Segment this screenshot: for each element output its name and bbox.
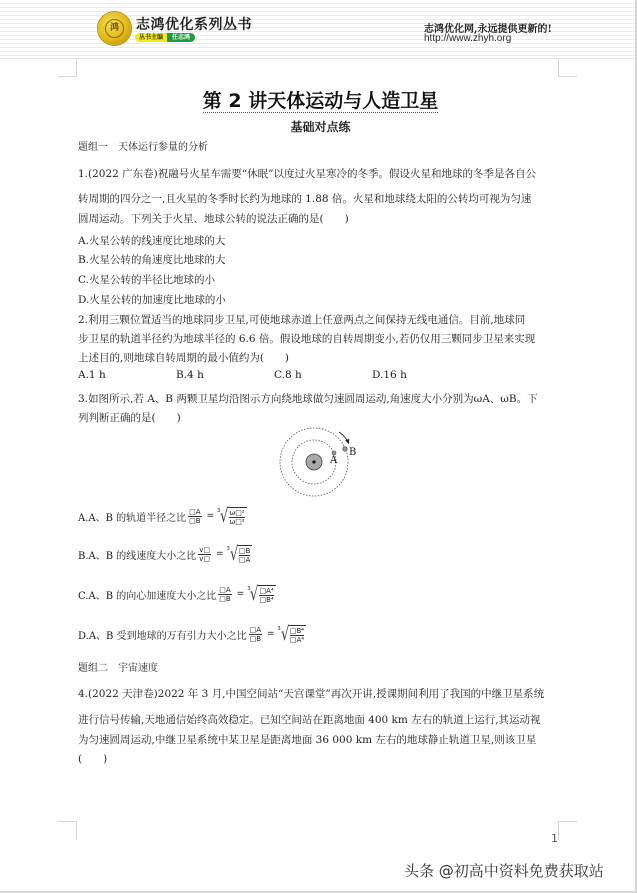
cube-root: 3 √ □B⁴ □A⁴: [277, 623, 305, 645]
lhs-fraction: $\frac{□A}{□B}$: [189, 507, 201, 525]
editor-label: 丛书主编: [135, 33, 167, 42]
document-subtitle: 基础对点练: [290, 120, 351, 134]
q3-line-2: 列判断正确的是( ): [78, 412, 181, 424]
orbit-diagram: [276, 420, 370, 510]
q2-option-b: B.4 h: [176, 369, 204, 381]
q1-option-b: B.火星公转的角速度比地球的大: [78, 254, 226, 266]
crop-mark-bottom-right: [558, 821, 577, 840]
q1-line-3: 圆周运动。下列关于火星、地球公转的说法正确的是( ): [78, 213, 349, 225]
watermark: 头条 @初高中资料免费获取站: [404, 862, 604, 880]
q2-options: [78, 369, 470, 381]
header-slogan: 志鸿优化网,永远提供更新的!: [424, 24, 552, 35]
q3-option-d: D.A、B 受到地球的万有引力大小之比 $\frac{□A}{□B}$ = 3 √ □B⁴ □A⁴: [78, 623, 305, 645]
cube-root: 3 √ ω□² ω□²: [217, 505, 245, 527]
editor-name: 任志鸿: [167, 33, 195, 42]
q4-line-3: 为匀速圆周运动,中继卫星系统中某卫星是距离地面 36 000 km 左右的地球静止轨道卫星,则该卫星: [78, 734, 537, 746]
q1-line-2: 转周期的四分之一,且火星的冬季时长约为地球的 1.88 倍。火星和地球绕太阳的公转均可视为匀速: [78, 193, 532, 205]
crop-mark-top-right: [558, 58, 577, 77]
q2-line-3: 上述目的,则地球自转周期的最小值约为( ): [78, 352, 290, 364]
lhs-fraction: $\frac{□A}{□B}$: [219, 585, 231, 603]
q2-option-a: A.1 h: [78, 369, 106, 381]
crop-mark-bottom-left: [58, 821, 77, 840]
crop-mark-top-left: [58, 58, 77, 77]
satellite-b-label: B: [349, 447, 357, 458]
q4-line-2: 进行信号传输,天地通信始终高效稳定。已知空间站在距离地面 400 km 左右的轨道上运行,其运动视: [78, 714, 541, 726]
group-2-title: 题组二 宇宙速度: [78, 663, 158, 674]
q2-line-1: 2.利用三颗位置适当的地球同步卫星,可使地球赤道上任意两点之间保持无线电通信。目前,地球同: [78, 314, 526, 326]
header-url: http://www.zhyh.org: [424, 33, 512, 44]
q1-line-1: 1.(2022 广东卷)祝融号火星车需要“休眠”以度过火星寒冷的冬季。假设火星和地球的冬季是各自公: [78, 168, 537, 180]
q3-option-b: B.A、B 的线速度大小之比 $\frac{v□}{v□}$ = 3 √ □B □A: [78, 543, 251, 565]
q2-option-d: D.16 h: [372, 369, 407, 381]
page-header: [0, 0, 635, 59]
page-number: 1: [551, 832, 558, 845]
cube-root: 3 √ □A⁴ □B⁴: [247, 583, 274, 605]
q4-line-1: 4.(2022 天津卷)2022 年 3 月,中国空间站“天宫课堂”再次开讲,授课期间利用了我国的中继卫星系统: [78, 688, 545, 700]
q1-option-a: A.火星公转的线速度比地球的大: [78, 235, 226, 247]
lhs-fraction: $\frac{□A}{□B}$: [249, 625, 261, 643]
group-1-title: 题组一 天体运行参量的分析: [78, 142, 208, 153]
q3-option-a: A.A、B 的轨道半径之比 $\frac{□A}{□B}$ = 3 √ ω□² ω□²: [78, 505, 245, 527]
document-title: 第 2 讲天体运动与人造卫星: [202, 90, 439, 112]
series-title: 志鸿优化系列丛书: [136, 17, 252, 33]
lhs-fraction: $\frac{v□}{v□}$: [199, 545, 211, 563]
editor-badge: [135, 33, 195, 42]
q3-option-c: C.A、B 的向心加速度大小之比 $\frac{□A}{□B}$ = 3 √ □A⁴ □B⁴: [78, 583, 274, 605]
q2-option-c: C.8 h: [274, 369, 302, 381]
logo-glyph: 鸿: [105, 19, 124, 38]
q4-line-4: ( ): [78, 753, 108, 765]
q1-option-c: C.火星公转的半径比地球的小: [78, 274, 215, 286]
cube-root: 3 √ □B □A: [226, 543, 251, 565]
q3-line-1: 3.如图所示,若 A、B 两颗卫星均沿图示方向绕地球做匀速圆周运动,角速度大小分别为ωA、ωB。下: [78, 393, 538, 405]
q2-line-2: 步卫星的轨道半径约为地球半径的 6.6 倍。假设地球的自转周期变小,若仍仅用三颗同步卫星来实现: [78, 333, 536, 345]
q1-option-d: D.火星公转的加速度比地球的小: [78, 294, 226, 306]
publisher-logo-icon: [98, 12, 131, 45]
satellite-a-label: A: [330, 455, 338, 466]
